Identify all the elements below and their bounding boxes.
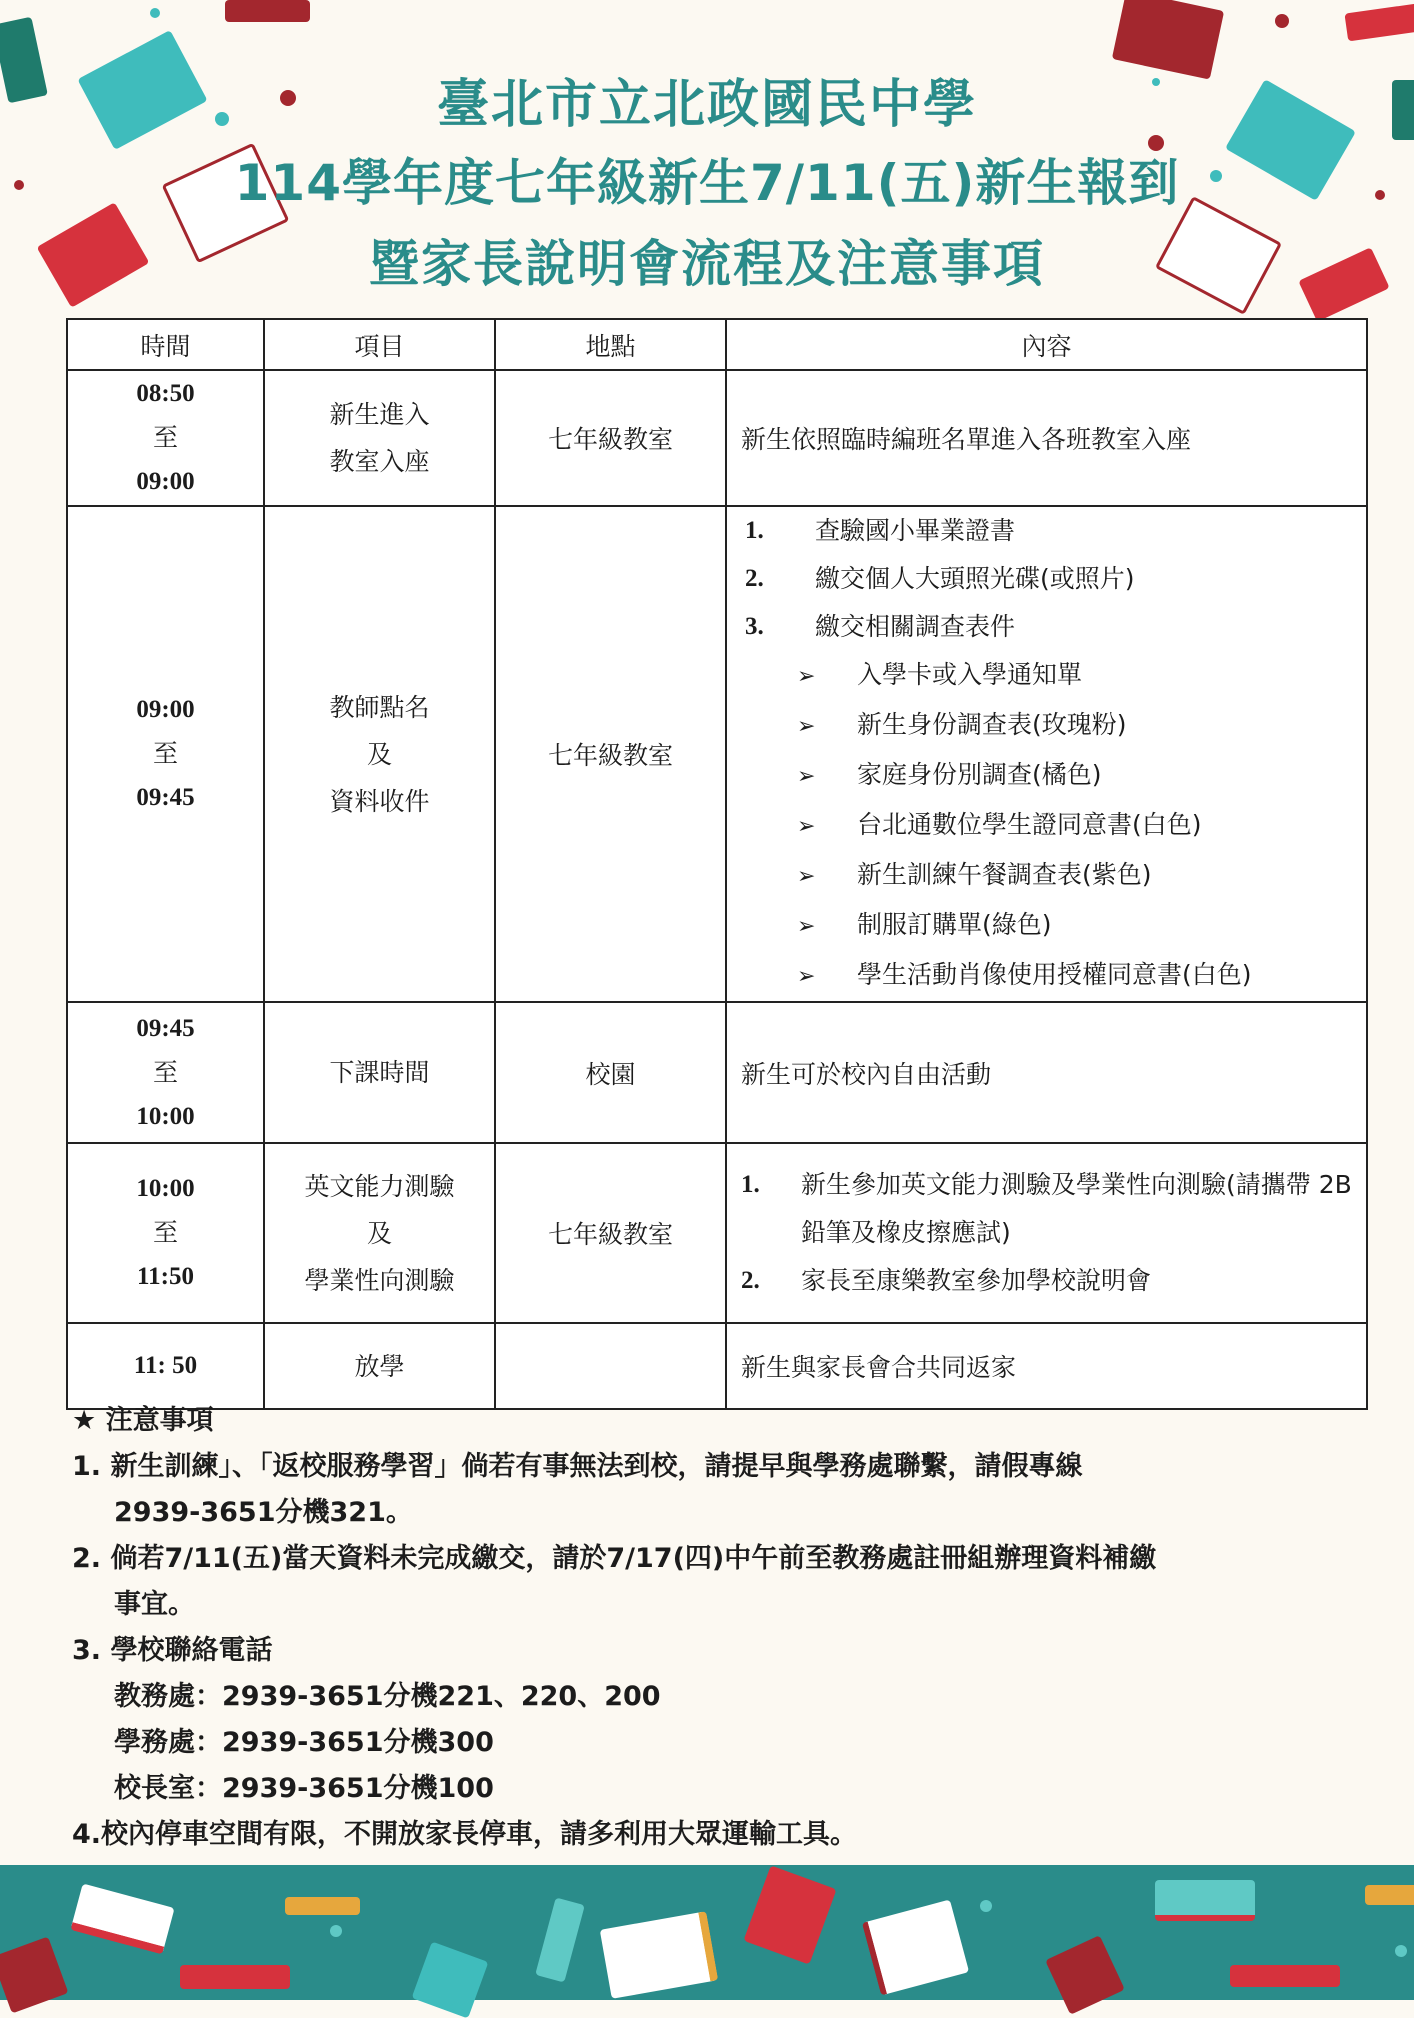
item-text: 新生進入: [329, 400, 430, 429]
time-sep: 至: [152, 1057, 178, 1087]
time-cell: [67, 1323, 264, 1409]
book-icon: [1045, 1935, 1125, 2015]
list-number: 3.: [745, 613, 764, 640]
list-number: 1.: [745, 517, 764, 544]
content-cell: 新生與家長會合共同返家: [726, 1323, 1367, 1409]
column-header: 項目: [264, 319, 495, 370]
contact-line: 校長室：2939-3651分機100: [114, 1773, 494, 1804]
time-end: 10:00: [136, 1102, 195, 1130]
table-row: [67, 1143, 1367, 1323]
list-text: 家庭身份別調查(橘色): [857, 760, 1102, 789]
page-title: 臺北市立北政國民中學: [436, 75, 977, 135]
bullet-list: [741, 651, 1352, 1001]
arrow-bullet-icon: ➢: [797, 764, 816, 789]
content-cell: [726, 506, 1367, 1002]
list-number: 1.: [741, 1171, 760, 1198]
item-cell: [264, 1002, 495, 1143]
list-item: [797, 651, 1352, 701]
time-start: 09:45: [136, 1014, 195, 1042]
list-item: [797, 801, 1352, 851]
note-item: 3. 學校聯絡電話: [72, 1635, 273, 1666]
list-item: [797, 951, 1352, 1001]
time-cell: [67, 370, 264, 506]
table-row: [67, 1323, 1367, 1409]
item-cell: [264, 1143, 495, 1323]
book-icon: [180, 1965, 290, 1989]
arrow-bullet-icon: ➢: [797, 664, 816, 689]
note-item: 2. 倘若7/11(五)當天資料未完成繳交，請於7/17(四)中午前至教務處註冊組辦理資料補繳: [72, 1543, 1157, 1574]
list-text: 制服訂購單(綠色): [857, 910, 1052, 939]
list-text: 新生訓練午餐調查表(紫色): [857, 860, 1152, 889]
list-number: 2.: [745, 565, 764, 592]
notes-section: [72, 1398, 1362, 1858]
arrow-bullet-icon: ➢: [797, 914, 816, 939]
note-item-cont: 2939-3651分機321。: [114, 1497, 413, 1528]
place-cell: 校園: [495, 1002, 726, 1143]
footer-band: [0, 1865, 1414, 2000]
list-item: [797, 901, 1352, 951]
table-row: [67, 506, 1367, 1002]
note-item: 4.校內停車空間有限，不開放家長停車，請多利用大眾運輸工具。: [72, 1819, 858, 1850]
time-end: 11:50: [137, 1263, 194, 1290]
item-text: 資料收件: [329, 786, 430, 816]
list-item: [745, 603, 1352, 651]
notes-heading: ★ 注意事項: [72, 1405, 214, 1436]
book-icon: [743, 1865, 836, 1964]
book-icon: [412, 1942, 489, 2018]
item-text: 下課時間: [329, 1058, 430, 1087]
arrow-bullet-icon: ➢: [797, 864, 816, 889]
numbered-list: [741, 1161, 1352, 1305]
book-icon: [1344, 3, 1414, 42]
book-icon: [1155, 1880, 1255, 1921]
dot: [1275, 14, 1289, 28]
item-text: 學業性向測驗: [304, 1265, 455, 1295]
time-sep: 至: [152, 1218, 178, 1247]
list-item: [797, 851, 1352, 901]
book-icon: [600, 1911, 719, 1999]
time-sep: 至: [152, 739, 178, 768]
book-icon: [535, 1897, 585, 1982]
page-subtitle: 114學年度七年級新生7/11(五)新生報到: [234, 154, 1180, 212]
list-text: 繳交相關調查表件: [815, 612, 1016, 641]
item-cell: [264, 370, 495, 506]
dot: [150, 8, 160, 18]
list-text: 入學卡或入學通知單: [857, 660, 1083, 689]
list-item: [745, 555, 1352, 603]
time-cell: [67, 506, 264, 1002]
list-text: 新生參加英文能力測驗及學業性向測驗(請攜帶 2B 鉛筆及橡皮擦應試): [801, 1170, 1352, 1247]
time-start: 09:00: [136, 696, 195, 723]
content-cell: [726, 1143, 1367, 1323]
list-item: [745, 507, 1352, 555]
item-text: 教師點名: [329, 692, 430, 722]
list-text: 新生身份調查表(玫瑰粉): [857, 710, 1127, 739]
content-cell: 新生依照臨時編班名單進入各班教室入座: [726, 370, 1367, 506]
contact-line: 教務處：2939-3651分機221、220、200: [114, 1681, 661, 1712]
time-start: 08:50: [136, 380, 195, 407]
dot: [1395, 1945, 1407, 1957]
item-text: 英文能力測驗: [304, 1171, 455, 1201]
arrow-bullet-icon: ➢: [797, 814, 816, 839]
schedule-table: [66, 318, 1368, 1410]
book-icon: [1230, 1965, 1340, 1987]
place-cell: [495, 1323, 726, 1409]
book-icon: [285, 1897, 360, 1915]
list-text: 學生活動肖像使用授權同意書(白色): [857, 960, 1252, 989]
table-header-row: [67, 319, 1367, 370]
note-item-cont: 事宜。: [114, 1589, 195, 1620]
item-text: 及: [366, 1218, 392, 1248]
time-cell: [67, 1002, 264, 1143]
list-item: [741, 1161, 1352, 1257]
book-icon: [225, 0, 310, 22]
time-start: 11: 50: [133, 1352, 198, 1379]
list-text: 繳交個人大頭照光碟(或照片): [815, 564, 1135, 593]
list-text: 查驗國小畢業證書: [815, 516, 1016, 545]
item-text: 教室入座: [329, 447, 430, 476]
book-icon: [70, 1884, 174, 1955]
book-icon: [862, 1900, 969, 1996]
dot: [330, 1925, 342, 1937]
table-row: [67, 1002, 1367, 1143]
book-icon: [1365, 1885, 1414, 1905]
list-text: 家長至康樂教室參加學校說明會: [801, 1266, 1152, 1295]
list-item: [797, 701, 1352, 751]
time-sep: 至: [152, 423, 178, 452]
item-cell: [264, 506, 495, 1002]
item-cell: [264, 1323, 495, 1409]
content-cell: 新生可於校內自由活動: [726, 1002, 1367, 1143]
page-subtitle-2: 暨家長說明會流程及注意事項: [369, 235, 1045, 293]
book-icon: [0, 1937, 68, 2014]
time-cell: [67, 1143, 264, 1323]
column-header: 時間: [67, 319, 264, 370]
list-item: [797, 751, 1352, 801]
dot: [980, 1900, 992, 1912]
item-text: 放學: [354, 1351, 405, 1381]
arrow-bullet-icon: ➢: [797, 714, 816, 739]
time-end: 09:00: [136, 468, 195, 495]
note-item: 1. 新生訓練」、「返校服務學習」倘若有事無法到校，請提早與學務處聯繫，請假專線: [72, 1451, 1083, 1482]
numbered-list: [741, 507, 1352, 651]
time-end: 09:45: [136, 784, 195, 811]
item-text: 及: [366, 739, 392, 769]
table-row: [67, 370, 1367, 506]
column-header: 地點: [495, 319, 726, 370]
column-header: 內容: [726, 319, 1367, 370]
list-item: [741, 1257, 1352, 1305]
contact-line: 學務處：2939-3651分機300: [114, 1727, 494, 1758]
list-text: 台北通數位學生證同意書(白色): [857, 810, 1202, 839]
time-start: 10:00: [136, 1175, 195, 1202]
place-cell: 七年級教室: [495, 506, 726, 1002]
place-cell: 七年級教室: [495, 1143, 726, 1323]
arrow-bullet-icon: ➢: [797, 964, 816, 989]
list-number: 2.: [741, 1267, 760, 1294]
place-cell: 七年級教室: [495, 370, 726, 506]
